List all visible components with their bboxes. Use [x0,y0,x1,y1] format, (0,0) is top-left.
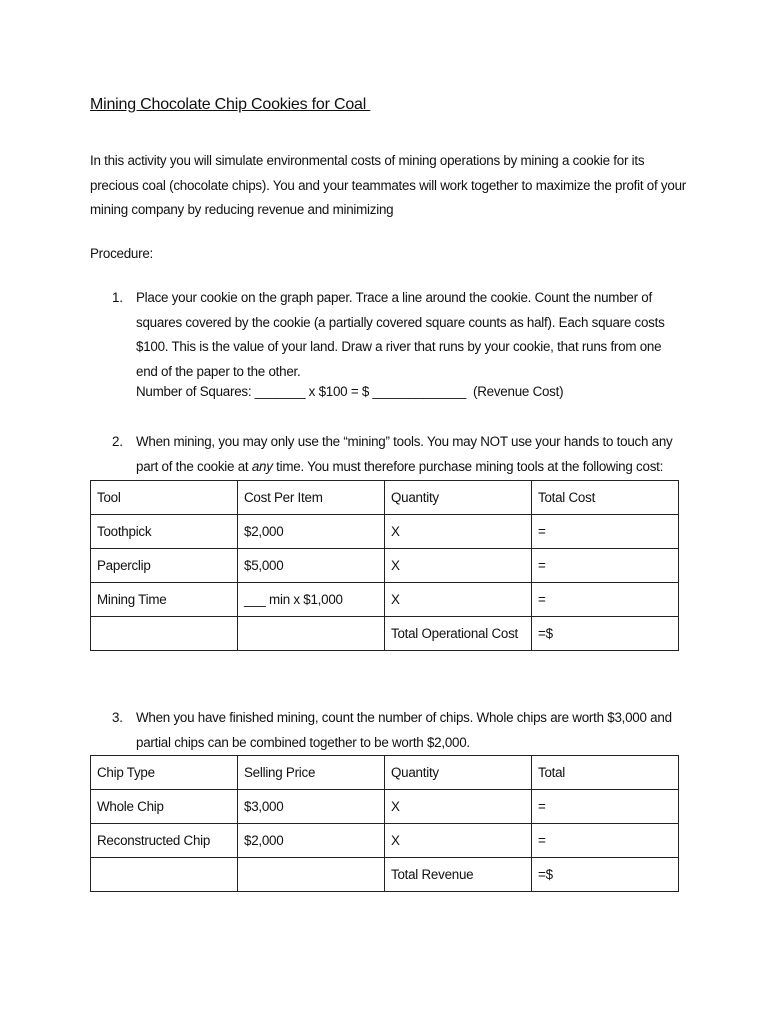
table-cell: Mining Time [91,583,238,617]
table-header-row [91,756,679,790]
table-header-cell: Selling Price [238,756,385,790]
page-title: Mining Chocolate Chip Cookies for Coal [90,96,371,113]
table-header-cell: Total Cost [532,481,679,515]
table-header-row [91,481,679,515]
table-cell: Paperclip [91,549,238,583]
table-cell: = [532,515,679,549]
table-cell: $2,000 [238,515,385,549]
table-total-row [91,858,679,892]
table-cell: Total Revenue [385,858,532,892]
revenue-cost-formula: Number of Squares: _______ x $100 = $ _____________ (Revenue Cost) [136,384,564,399]
table-header-cell: Cost Per Item [238,481,385,515]
table-cell [91,858,238,892]
table-header-cell: Chip Type [91,756,238,790]
table-cell: X [385,549,532,583]
step-2-text: When mining, you may only use the “mining” tools. You may NOT use your hands to touch any part of the cookie at any time. You must therefore purchase mining tools at the following cost: [136,434,673,474]
table-cell: $5,000 [238,549,385,583]
table-cell: =$ [532,858,679,892]
table-row [91,824,679,858]
table-row [91,790,679,824]
table-cell: Total Operational Cost [385,617,532,651]
step-3-number: 3. [112,710,123,725]
step-1 [112,286,682,384]
table-cell: = [532,583,679,617]
chip-revenue-table [90,755,679,892]
table-cell: X [385,515,532,549]
table-cell: X [385,583,532,617]
table-cell: Reconstructed Chip [91,824,238,858]
table-cell: = [532,549,679,583]
table-cell: $3,000 [238,790,385,824]
emphasis-any: any [251,458,273,474]
step-2-number: 2. [112,434,123,449]
table-cell: =$ [532,617,679,651]
table-header-cell: Quantity [385,756,532,790]
step-2 [112,430,682,479]
table-cell: = [532,790,679,824]
table-cell [91,617,238,651]
step-1-text: Place your cookie on the graph paper. Trace a line around the cookie. Count the number of squares covered by the cookie (a partially covered square counts as half). Each square costs $100. This is the value of your land. Draw a river that runs by your cookie, that runs from one end of the paper to the other. [136,290,665,379]
table-header-cell: Quantity [385,481,532,515]
table-cell [238,617,385,651]
table-header-cell: Total [532,756,679,790]
table-row [91,515,679,549]
table-header-cell: Tool [91,481,238,515]
table-cell: Toothpick [91,515,238,549]
step-3 [112,706,682,755]
mining-tools-table [90,480,679,651]
table-cell: = [532,824,679,858]
table-cell: ___ min x $1,000 [238,583,385,617]
table-total-row [91,617,679,651]
table-cell [238,858,385,892]
table-cell: X [385,824,532,858]
table-cell: $2,000 [238,824,385,858]
table-row [91,549,679,583]
procedure-label: Procedure: [90,246,154,261]
step-1-number: 1. [112,290,123,305]
table-row [91,583,679,617]
intro-paragraph: In this activity you will simulate environmental costs of mining operations by mining a cookie for its precious coal (chocolate chips). You and your teammates will work together to maximize the profit of your mining company by reducing revenue and minimizing [90,153,686,217]
step-3-text: When you have finished mining, count the number of chips. Whole chips are worth $3,000 and partial chips can be combined together to be worth $2,000. [136,710,672,750]
table-cell: Whole Chip [91,790,238,824]
table-cell: X [385,790,532,824]
